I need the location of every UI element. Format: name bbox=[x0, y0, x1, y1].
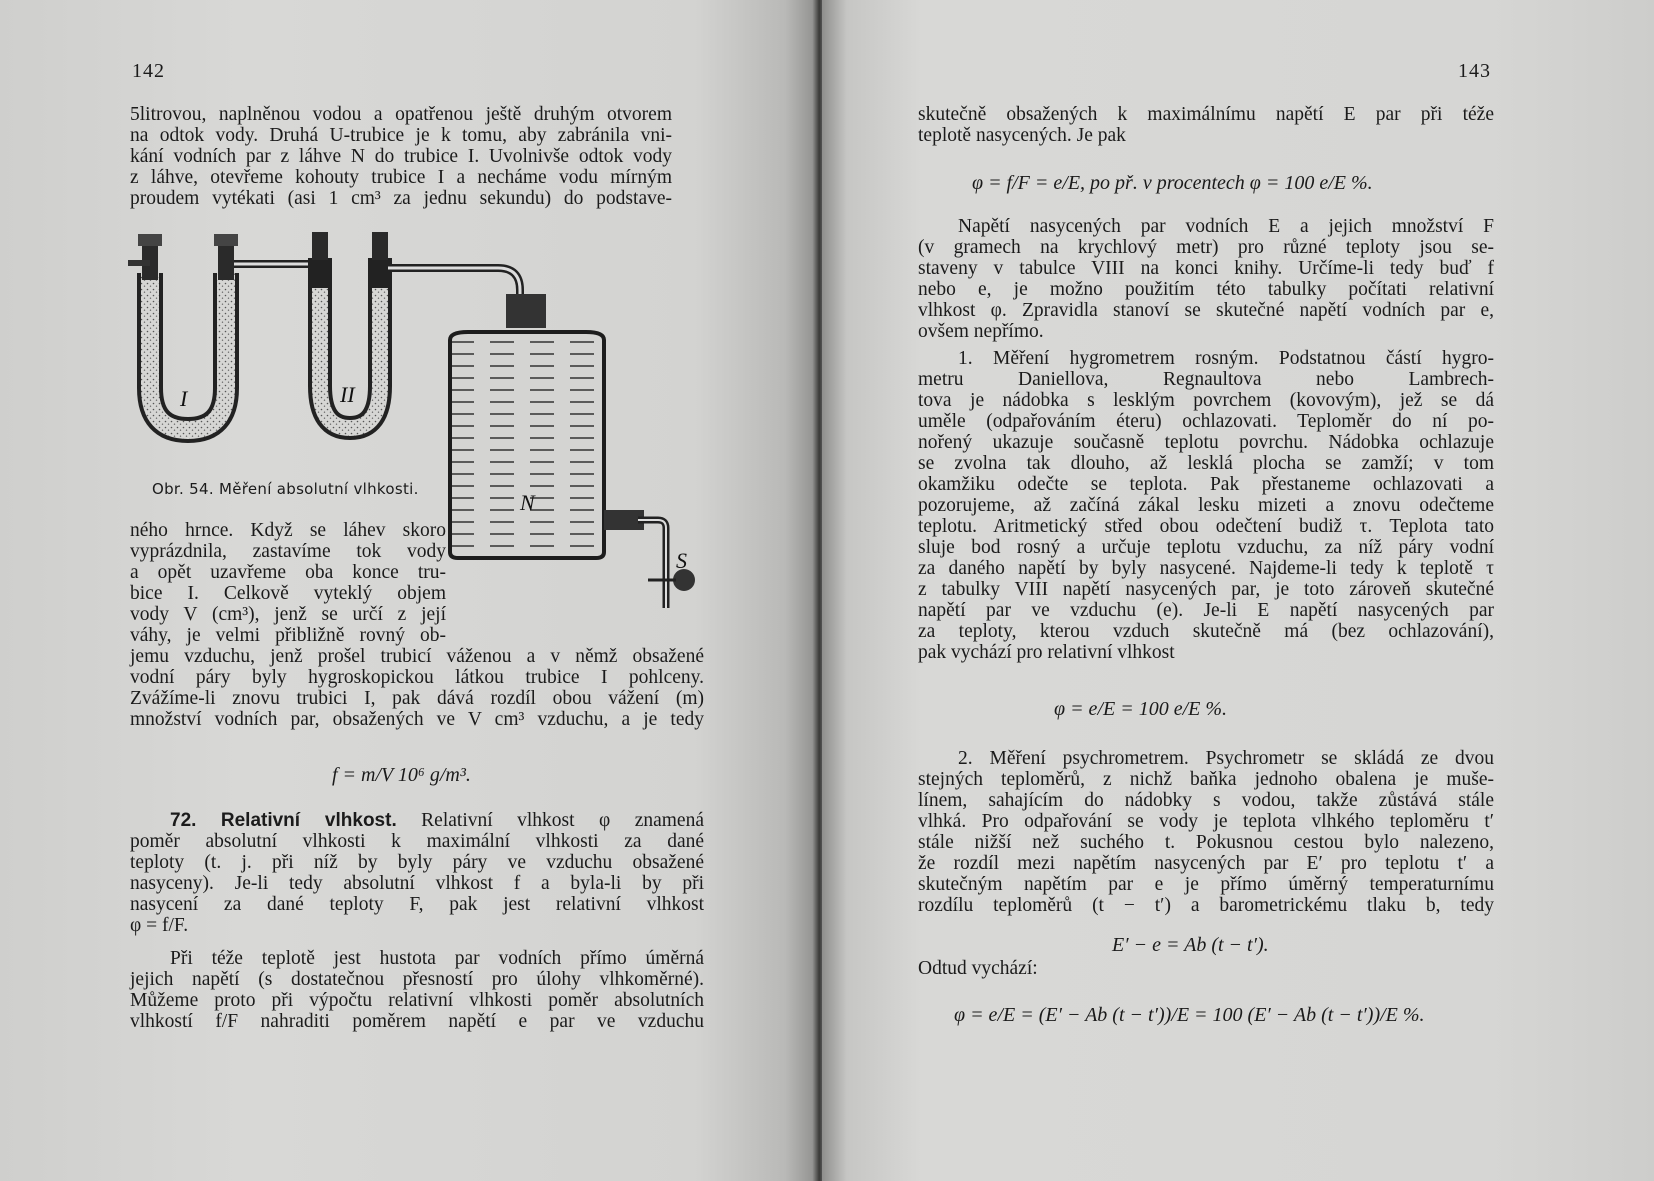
text-line: nasycení za dané teploty F, pak jest relativní vlhkost bbox=[130, 894, 704, 915]
text-line: φ = f/F. bbox=[130, 915, 189, 936]
text-line: vodní páry byly hygroskopickou látkou trubice I pohlceny. bbox=[130, 667, 704, 688]
paragraph-psychrometer bbox=[918, 748, 1494, 916]
formula-dew-point: φ = e/E = 100 e/E %. bbox=[1054, 698, 1228, 720]
text-line: pak vychází pro relativní vlhkost bbox=[918, 642, 1175, 663]
text-line: rozdílu teploměrů (t − t′) a barometrickému tlaku b, tedy bbox=[918, 895, 1494, 916]
text-line: poměr absolutní vlhkosti k maximální vlhkosti za dané bbox=[130, 831, 704, 852]
label-tube-one: I bbox=[180, 386, 188, 411]
section-heading-line bbox=[130, 810, 704, 831]
text-line: nasyceny). Je-li tedy absolutní vlhkost f a byla-li by při bbox=[130, 873, 704, 894]
section-number: 72. bbox=[170, 810, 197, 831]
text-line: kání vodních par z láhve N do trubice I. Uvolnivše odtok vody bbox=[130, 146, 672, 167]
text-line: ovšem nepřímo. bbox=[918, 321, 1044, 342]
text-line: jejich napětí (s dostatečnou přesností pro úlohy vlhkoměrné). bbox=[130, 969, 704, 990]
text-line: a opět uzavřeme oba konce tru- bbox=[130, 562, 446, 583]
text-line: za daného napětí by byly nasycené. Najdeme-li tedy k teplotě τ bbox=[918, 558, 1494, 579]
text-line: metru Daniellova, Regnaultova nebo Lambrech- bbox=[918, 369, 1494, 390]
text-line: tova je nádobka s lesklým povrchem (kovovým), jež se dá bbox=[918, 390, 1494, 411]
text-line: napětí par ve vzduchu (e). Je-li E napětí nasycených par bbox=[918, 600, 1494, 621]
paragraph-last bbox=[130, 948, 704, 1032]
text-line: línem, sahajícím do nádobky s vodou, takže zůstává stále bbox=[918, 790, 1494, 811]
text-line: teplotu. Aritmetický střed obou odečtení budiž τ. Teplota tato bbox=[918, 516, 1494, 537]
left-page bbox=[0, 0, 818, 1181]
label-bottle: N bbox=[520, 490, 535, 515]
section-72 bbox=[130, 810, 704, 936]
text-line: 2. Měření psychrometrem. Psychrometr se skládá ze dvou bbox=[958, 748, 1494, 769]
text-line: nebo e, je možno použitím této tabulky počítati relativní bbox=[918, 279, 1494, 300]
label-tube-two: II bbox=[340, 382, 355, 407]
text-line: bice I. Celkově vyteklý objem bbox=[130, 583, 446, 604]
text-line: 5litrovou, naplněnou vodou a opatřenou ještě druhým otvorem bbox=[130, 104, 672, 125]
paragraph-wrap bbox=[130, 520, 446, 646]
text-line: vyprázdnila, zastavíme tok vody bbox=[130, 541, 446, 562]
text-line: Napětí nasycených par vodních E a jejich množství F bbox=[958, 216, 1494, 237]
text-line: vlhká. Pro odpařování se vody je teplota vlhkého teploměru t′ bbox=[918, 811, 1494, 832]
text-line: nořený ukazuje současně teplotu povrchu. Nádobka ochlazuje bbox=[918, 432, 1494, 453]
text-line: stejných teploměrů, z nichž baňka jednoho obalena je muše- bbox=[918, 769, 1494, 790]
section-first-text: Relativní vlhkost φ znamená bbox=[421, 810, 704, 831]
formula-absolute-humidity: f = m/V 10⁶ g/m³. bbox=[332, 764, 471, 786]
text-line: jemu vzduchu, jenž prošel trubicí váženou a v němž obsažené bbox=[130, 646, 704, 667]
text-line: teploty (t. j. při níž by byly páry ve vzduchu obsažené bbox=[130, 852, 704, 873]
text-line: skutečným napětím par e je přímo úměrný temperaturnímu bbox=[918, 874, 1494, 895]
text-line: teplotě nasycených. Je pak bbox=[918, 125, 1126, 146]
text-line: za teploty, kterou vzduch skutečně má (bez ochlazování), bbox=[918, 621, 1494, 642]
text-line: vlhkost φ. Zpravidla stanoví se skutečné napětí vodních par e, bbox=[918, 300, 1494, 321]
text-line: pozorujeme, až začíná zákal lesku mizeti a znovu odečteme bbox=[918, 495, 1494, 516]
paragraph-full bbox=[130, 646, 704, 730]
text-line: 1. Měření hygrometrem rosným. Podstatnou částí hygro- bbox=[958, 348, 1494, 369]
text-line: staveny v tabulce VIII na konci knihy. Určíme-li tedy buď f bbox=[918, 258, 1494, 279]
formula-psychrometer: E′ − e = Ab (t − t′). bbox=[1112, 934, 1269, 956]
page-number: 142 bbox=[132, 60, 165, 82]
text-line: skutečně obsažených k maximálnímu napětí E par při téže bbox=[918, 104, 1494, 125]
label-stopcock: S bbox=[676, 548, 687, 573]
text-line: se zvolna tak dlouho, až lesklá plocha se zamží; v tom bbox=[918, 453, 1494, 474]
paragraph-top bbox=[130, 104, 672, 209]
formula-relative-humidity: φ = f/F = e/E, po př. v procentech φ = 100 e/E %. bbox=[972, 172, 1373, 194]
paragraph-dew-point bbox=[918, 348, 1494, 663]
right-page bbox=[822, 0, 1654, 1181]
text-line: okamžiku odečte se teplota. Pak přestaneme ochlazovati a bbox=[918, 474, 1494, 495]
text-odtud: Odtud vychází: bbox=[918, 958, 1038, 979]
text-line: Můžeme proto při výpočtu relativní vlhkosti poměr absolutních bbox=[130, 990, 704, 1011]
bottle-n bbox=[450, 294, 695, 608]
formula-final: φ = e/E = (E′ − Ab (t − t′))/E = 100 (E′ − Ab (t − t′))/E %. bbox=[954, 1004, 1425, 1026]
text-line: vody V (cm³), jenž se určí z její bbox=[130, 604, 446, 625]
text-line: že rozdíl mezi napětím nasycených par E′ pro teplotu t′ a bbox=[918, 853, 1494, 874]
paragraph-top bbox=[918, 104, 1494, 146]
page-number: 143 bbox=[1458, 60, 1491, 82]
text-line: uměle (odpařováním éteru) ochlazovati. Teploměr do ní po- bbox=[918, 411, 1494, 432]
text-line: Zvážíme-li znovu trubici I, pak dává rozdíl obou vážení (m) bbox=[130, 688, 704, 709]
paragraph-two bbox=[918, 216, 1494, 342]
text-line: (v gramech na krychlový metr) pro různé teploty jsou se- bbox=[918, 237, 1494, 258]
text-line: vlhkostí f/F nahraditi poměrem napětí e par ve vzduchu bbox=[130, 1011, 704, 1032]
text-line: ného hrnce. Když se láhev skoro bbox=[130, 520, 446, 541]
text-line: váhy, je velmi přibližně rovný ob- bbox=[130, 625, 446, 646]
text-line: z tabulky VIII napětí nasycených par, je toto zároveň skutečné bbox=[918, 579, 1494, 600]
section-title: Relativní vlhkost. bbox=[220, 810, 397, 831]
text-line: množství vodních par, obsažených ve V cm³ vzduchu, a je tedy bbox=[130, 709, 704, 730]
text-line: sluje bod rosný a určuje teplotu vzduchu, za níž páry vodní bbox=[918, 537, 1494, 558]
figure-caption: Obr. 54. Měření absolutní vlhkosti. bbox=[152, 480, 419, 498]
text-line: z láhve, otevřeme kohouty trubice I a necháme vodu mírným bbox=[130, 167, 672, 188]
text-line: Při téže teplotě jest hustota par vodních přímo úměrná bbox=[170, 948, 704, 969]
text-line: stále nižší než suchého t. Pokusnou cestou bylo nalezeno, bbox=[918, 832, 1494, 853]
text-line: proudem vytékati (asi 1 cm³ za jednu sekundu) do podstave- bbox=[130, 188, 672, 209]
text-line: na odtok vody. Druhá U-trubice je k tomu, aby zabránila vni- bbox=[130, 125, 672, 146]
